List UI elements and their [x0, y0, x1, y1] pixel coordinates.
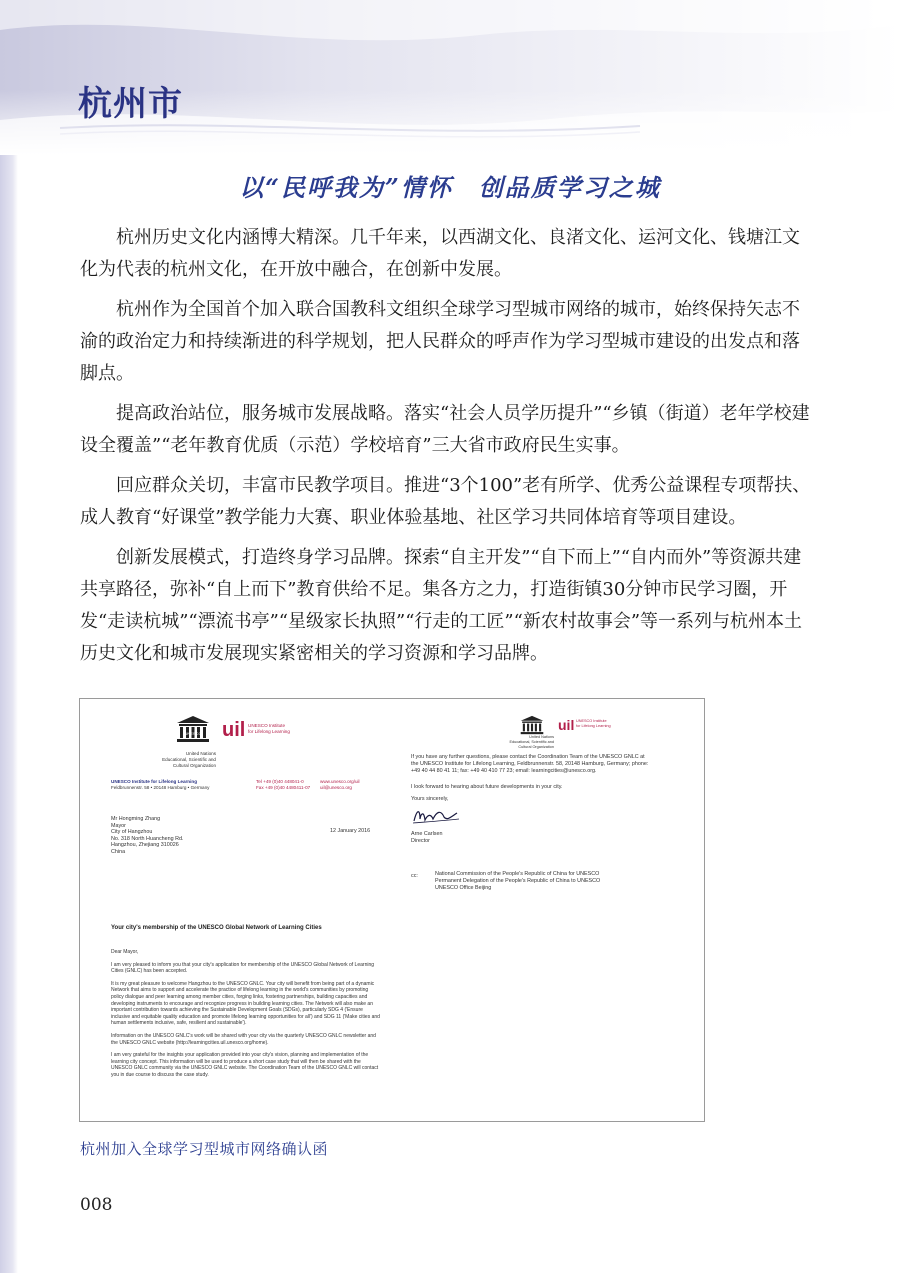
- org-line: Cultural Organization: [172, 763, 216, 768]
- article-body: [80, 222, 816, 678]
- cc-line: National Commission of the People's Republic of China for UNESCO: [435, 871, 600, 877]
- looking-forward: I look forward to hearing about future developments in your city.: [411, 784, 563, 790]
- paragraph: 提高政治站位，服务城市发展战略。落实“社会人员学历提升”“乡镇（街道）老年学校建设全覆盖”“老年教育优质（示范）学校培育”三大省市政府民生实事。: [80, 403, 810, 456]
- cc-label: cc:: [411, 873, 418, 879]
- address-line: City of Hangzhou: [111, 829, 153, 836]
- unesco-temple-icon: [520, 715, 544, 735]
- address-line: China: [111, 848, 126, 855]
- tel-line: Tel +49 (0)40 448041-0: [256, 779, 304, 784]
- cc-line: Permanent Delegation of the People's Republic of China to UNESCO: [435, 878, 601, 884]
- org-line: United Nations: [529, 735, 554, 739]
- address-line: Hangzhou, Zhejiang 310026: [111, 842, 179, 849]
- institute-address: Feldbrunnenstr. 58 • 20148 Hamburg • Germany: [111, 785, 210, 790]
- uil-logo: [222, 719, 245, 742]
- uil-name-small: [576, 719, 611, 729]
- email-line: uil@unesco.org: [320, 785, 352, 790]
- uil-logo-text: uil: [558, 717, 575, 733]
- uil-name-line: for Lifelong Learning: [248, 729, 290, 734]
- left-decorative-strip: [0, 120, 18, 1273]
- unesco-wordmark: UNESCO: [184, 731, 202, 736]
- letter-page-1: [80, 699, 392, 1121]
- paragraph: 杭州历史文化内涵博大精深。几千年来，以西湖文化、良渚文化、运河文化、钱塘江文化为代表的杭州文化，在开放中融合，在创新中发展。: [80, 227, 800, 280]
- article-headline: 以“民呼我为”情怀 创品质学习之城: [239, 173, 661, 202]
- paragraph: 创新发展模式，打造终身学习品牌。探索“自主开发”“自下而上”“自内而外”等资源共建共享路径，弥补“自上而下”教育供给不足。集各方之力，打造街镇30分钟市民学习圈，开发“走读杭城”“漂流书亭”“星级家长执照”“行走的工匠”“新农村故事会”等一系列与杭州本土历史文化和城市发展现实紧密相关的学习资源和学习品牌。: [80, 547, 803, 664]
- fax-line: Fax +49 (0)40 4480411-07: [256, 785, 311, 790]
- city-title: 杭州市: [78, 84, 183, 124]
- org-line: Educational, Scientific and: [162, 757, 216, 762]
- signature-icon: [411, 805, 461, 827]
- contact-paragraph: If you have any further questions, please contact the Coordination Team of the UNESCO GNLC at the UNESCO Institute for Lifelong Learning, Feldbrunnenstr. 58, 20148 Hamburg, Germany; phone: +49 40 44 80 41 11; fax: +49 40 410 77 23; email: learningcities@unesco.org.: [411, 754, 649, 774]
- letter-subject: Your city's membership of the UNESCO Global Network of Learning Cities: [111, 925, 322, 931]
- org-line: United Nations: [185, 751, 216, 756]
- contact-web: [320, 779, 360, 791]
- sender-block: [111, 779, 209, 791]
- address-line: Mayor: [111, 822, 126, 829]
- unesco-confirmation-letter: [79, 698, 705, 1122]
- letter-date: 12 January 2016: [330, 828, 371, 834]
- institute-line: UNESCO Institute for Lifelong Learning: [111, 779, 198, 784]
- address-line: No. 318 North Huancheng Rd.: [111, 835, 184, 842]
- signer-name: Arne Carlsen: [411, 831, 443, 837]
- signer-title: Director: [411, 838, 430, 844]
- letter-paragraph: I am very grateful for the insights your application provided into your city's vision, planning and implementation of the learning city concept. This information will be used to produce a short case study that will then be shared with the UNESCO GNLC community via the UNESCO GNLC website. The Coordination Team of the UNESCO GNLC will contact you in due course to discuss the case study.: [111, 1052, 379, 1078]
- page-number: 008: [80, 1195, 113, 1215]
- letter-body: [111, 949, 381, 1085]
- uil-name-line: UNESCO Institute: [576, 719, 607, 723]
- letter-paragraph: I am very pleased to inform you that your city's application for membership of the UNESCO Global Network of Learning Cities (GNLC) has been accepted.: [111, 961, 375, 975]
- uil-name-line: for Lifelong Learning: [576, 724, 611, 728]
- uil-name: [248, 723, 290, 735]
- salutation: Dear Mayor,: [111, 949, 139, 955]
- recipient-address: [111, 816, 184, 856]
- closing: Yours sincerely,: [411, 796, 449, 802]
- web-line: www.unesco.org/uil: [320, 779, 360, 784]
- address-line: Mr Hongming Zhang: [111, 816, 161, 822]
- unesco-temple-icon: [176, 715, 210, 743]
- letter-paragraph: Information on the UNESCO GNLC's work will be shared with your city via the quarterly UNESCO GNLC newsletter and the UNESCO GNLC website (http://learningcities.uil.unesco.org/home).: [111, 1032, 376, 1046]
- contact-phones: [256, 779, 310, 791]
- uil-logo-text: uil: [222, 719, 246, 741]
- cc-list: [435, 871, 600, 892]
- figure-caption: 杭州加入全球学习型城市网络确认函: [80, 1140, 329, 1158]
- cc-line: UNESCO Office Beijing: [435, 885, 492, 891]
- uil-name-line: UNESCO Institute: [248, 723, 286, 728]
- paragraph: 杭州作为全国首个加入联合国教科文组织全球学习型城市网络的城市，始终保持矢志不渝的政治定力和持续渐进的科学规划，把人民群众的呼声作为学习型城市建设的出发点和落脚点。: [80, 299, 800, 384]
- paragraph: 回应群众关切，丰富市民教学项目。推进“3个100”老有所学、优秀公益课程专项帮扶、成人教育“好课堂”教学能力大赛、职业体验基地、社区学习共同体培育等项目建设。: [80, 475, 811, 528]
- org-line: Educational, Scientific and: [509, 740, 554, 744]
- unesco-logo-small: [494, 715, 554, 750]
- letter-paragraph: It is my great pleasure to welcome Hangzhou to the UNESCO GNLC. Your city will benefit from being part of a dynamic Network that aims to support and accelerate the practice of lifelong learning in the world's communities by promoting policy dialogue and peer learning among member cities, forging links, fostering partnerships, building capacities and developing instruments to encourage and recognize progress in building learning cities. The Network will also make an important contribution towards achieving the Sustainable Development Goals (SDGs), particularly SDG 4 ('Ensure inclusive and equitable quality education and promote lifelong learning opportunities for all') and SDG 11 ('Make cities and human settlements inclusive, safe, resilient and sustainable').: [111, 980, 380, 1027]
- uil-logo-small: [558, 717, 574, 735]
- org-line: Cultural Organization: [518, 745, 554, 749]
- letter-page-2: [392, 699, 704, 1121]
